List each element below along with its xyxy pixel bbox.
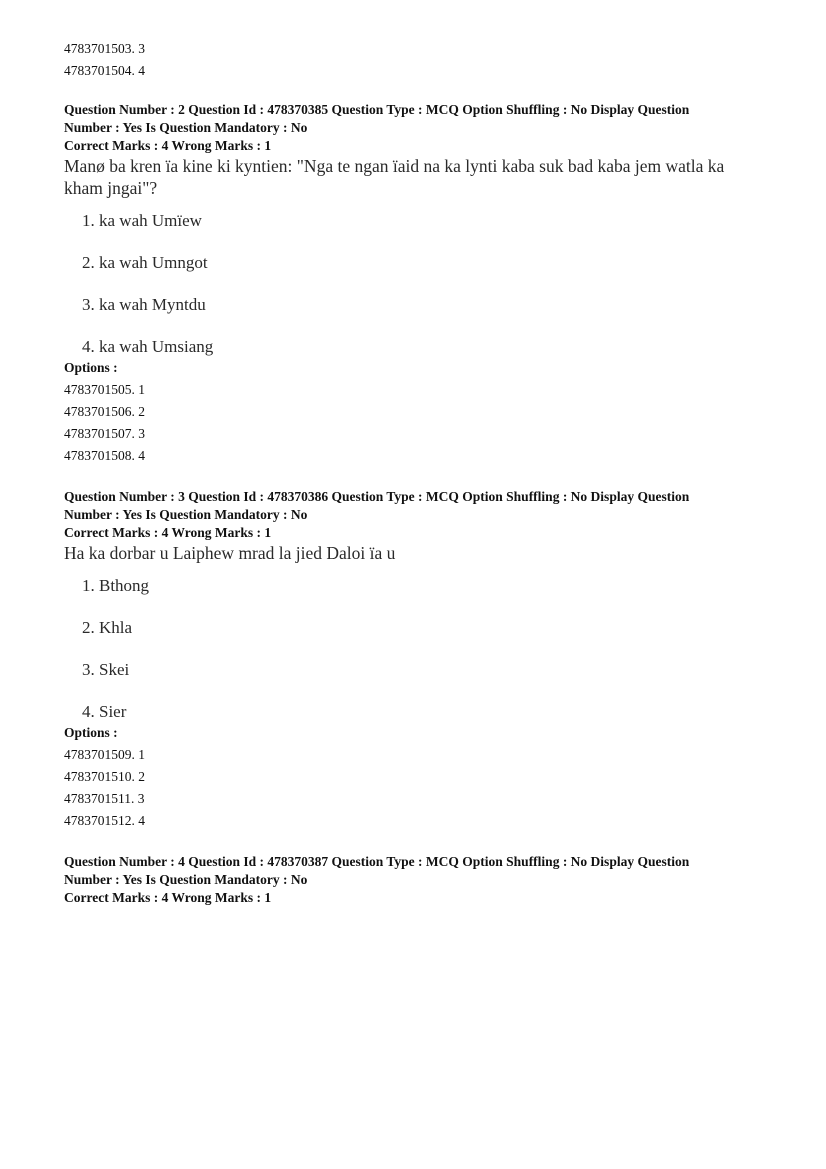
- question-meta-line: Question Number : 3 Question Id : 478370386 Question Type : MCQ Option Shuffling : No Display Question: [64, 489, 690, 504]
- question-marks: Correct Marks : 4 Wrong Marks : 1: [64, 138, 272, 153]
- question-meta: [64, 853, 764, 907]
- option-ids: [64, 379, 764, 467]
- answer-choice: 2. Khla: [82, 618, 133, 637]
- option-line: 4783701508. 4: [64, 448, 145, 463]
- question-meta-line: Number : Yes Is Question Mandatory : No: [64, 507, 308, 522]
- answer-choice: 3. ka wah Myntdu: [82, 295, 206, 314]
- answer-choice: 2. ka wah Umngot: [82, 253, 208, 272]
- option-line: 4783701503. 3: [64, 41, 145, 56]
- question-marks: Correct Marks : 4 Wrong Marks : 1: [64, 525, 272, 540]
- option-line: 4783701507. 3: [64, 426, 145, 441]
- answer-choice: 3. Skei: [82, 660, 130, 679]
- question-meta-line: Number : Yes Is Question Mandatory : No: [64, 872, 308, 887]
- answer-choice: 1. ka wah Umïew: [82, 211, 202, 230]
- option-line: 4783701506. 2: [64, 404, 145, 419]
- option-line: 4783701510. 2: [64, 769, 145, 784]
- question-text: Manø ba kren ïa kine ki kyntien: "Nga te ngan ïaid na ka lynti kaba suk bad kaba jem watla ka kham jngai"?: [64, 156, 725, 198]
- question-block-4: [64, 853, 764, 907]
- question-text: Ha ka dorbar u Laiphew mrad la jied Daloi ïa u: [64, 543, 396, 563]
- question-marks: Correct Marks : 4 Wrong Marks : 1: [64, 890, 272, 905]
- question-meta-line: Number : Yes Is Question Mandatory : No: [64, 120, 308, 135]
- options-label: Options :: [64, 725, 118, 740]
- answer-choices: [64, 211, 764, 357]
- document-page: [64, 38, 764, 907]
- question-meta: [64, 101, 764, 155]
- answer-choice: 4. ka wah Umsiang: [82, 337, 214, 356]
- question-meta-line: Question Number : 2 Question Id : 478370385 Question Type : MCQ Option Shuffling : No Display Question: [64, 102, 690, 117]
- answer-choice: 4. Sier: [82, 702, 127, 721]
- options-label: Options :: [64, 360, 118, 375]
- option-line: 4783701511. 3: [64, 791, 145, 806]
- option-line: 4783701504. 4: [64, 63, 145, 78]
- question-meta: [64, 488, 764, 542]
- previous-question-options: [64, 38, 764, 82]
- answer-choice: 1. Bthong: [82, 576, 150, 595]
- option-line: 4783701509. 1: [64, 747, 145, 762]
- answer-choices: [64, 576, 764, 722]
- question-block-3: [64, 488, 764, 832]
- option-line: 4783701505. 1: [64, 382, 145, 397]
- question-block-2: [64, 101, 764, 467]
- option-line: 4783701512. 4: [64, 813, 145, 828]
- question-meta-line: Question Number : 4 Question Id : 478370387 Question Type : MCQ Option Shuffling : No Display Question: [64, 854, 690, 869]
- option-ids: [64, 744, 764, 832]
